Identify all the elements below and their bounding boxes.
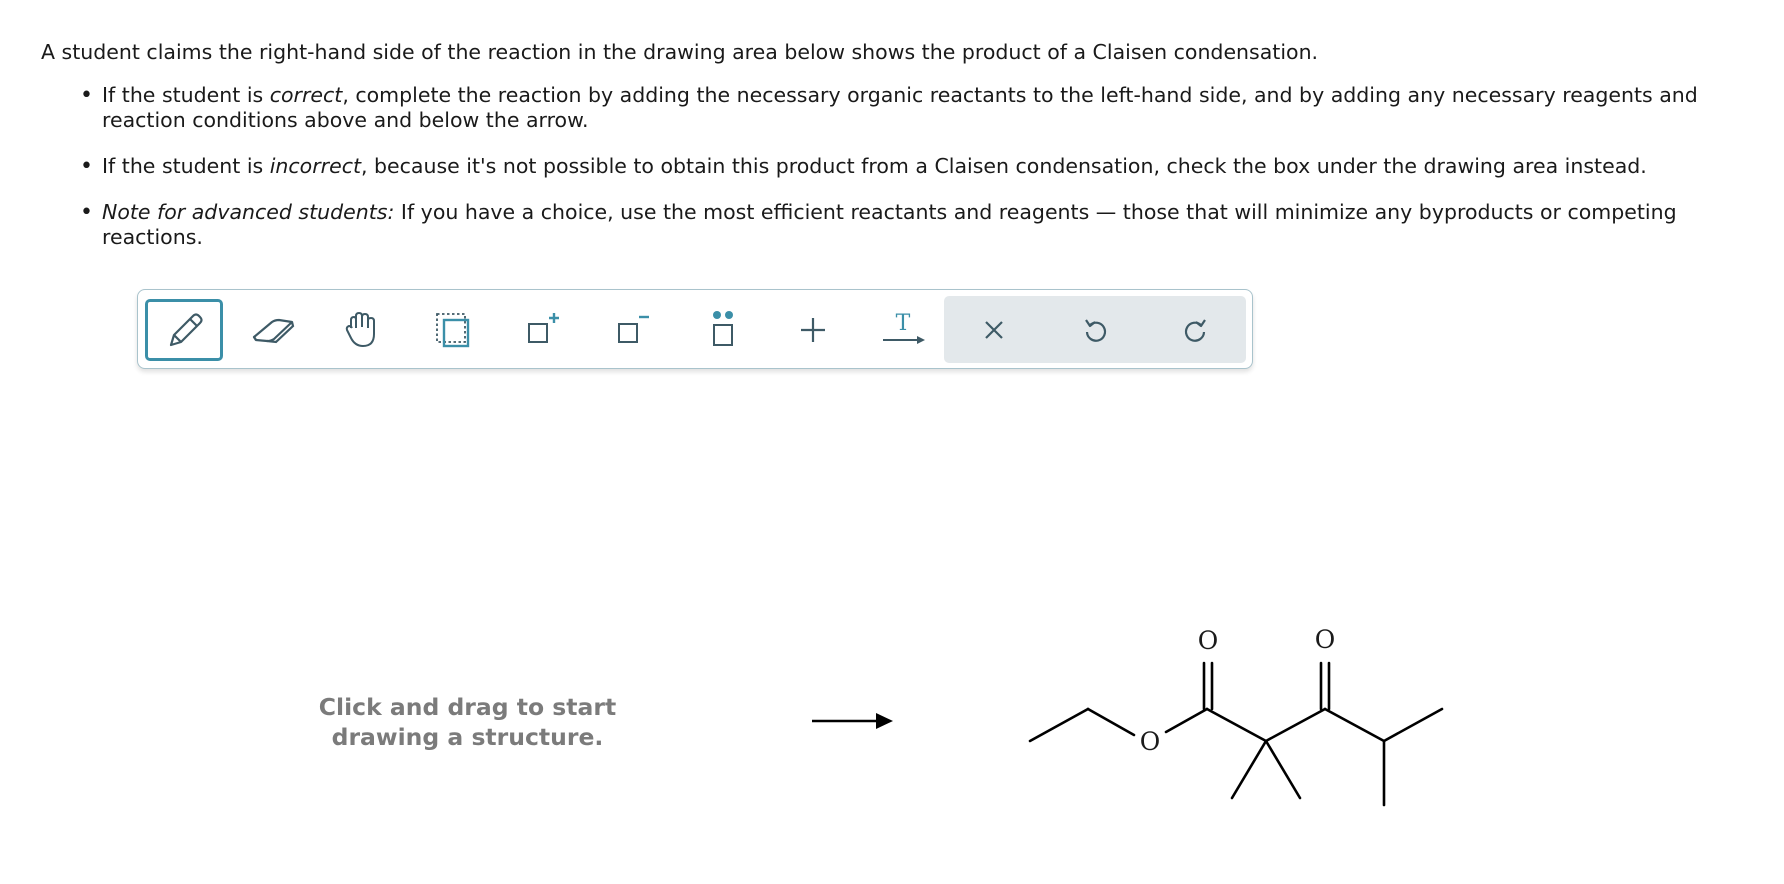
instruction-list xyxy=(41,83,1761,250)
arrow-text-tool[interactable] xyxy=(864,299,942,361)
ester-oxygen-label: O xyxy=(1139,727,1161,756)
pencil-icon xyxy=(161,307,207,353)
bullet-correct-pre: If the student is xyxy=(102,83,270,107)
redo-button[interactable] xyxy=(1151,301,1241,358)
eraser-icon xyxy=(248,310,298,350)
select-tool[interactable] xyxy=(414,299,492,361)
toolbar-actions xyxy=(944,296,1246,363)
lone-pair-tool[interactable] xyxy=(684,299,762,361)
bullet-correct-emphasis: correct xyxy=(269,83,343,107)
instructions xyxy=(41,40,1761,271)
close-icon xyxy=(981,317,1007,343)
bullet-correct-post: , complete the reaction by adding the necessary organic reactants to the left-hand side, and by adding any necessary reagents and reaction conditions above and below the arrow. xyxy=(102,83,1698,132)
lone-pair-icon xyxy=(703,308,743,352)
clear-button[interactable] xyxy=(949,301,1039,358)
bullet-incorrect-emphasis: incorrect xyxy=(269,154,361,178)
product-structure[interactable] xyxy=(1020,615,1460,815)
add-reactant-tool[interactable] xyxy=(774,299,852,361)
plus-icon xyxy=(795,312,831,348)
arrow-text-label: T xyxy=(895,311,911,336)
charge-plus-icon xyxy=(523,310,563,350)
bullet-incorrect xyxy=(102,154,1761,179)
arrow-text-icon xyxy=(879,308,927,352)
undo-button[interactable] xyxy=(1050,301,1140,358)
drawing-toolbar xyxy=(137,289,1253,369)
hand-tool[interactable] xyxy=(324,299,402,361)
bullet-incorrect-post: , because it's not possible to obtain this product from a Claisen condensation, check the box under the drawing area instead. xyxy=(361,154,1647,178)
undo-icon xyxy=(1081,316,1109,344)
drawing-area-placeholder[interactable]: Click and drag to start drawing a structure. xyxy=(318,693,617,751)
advanced-note-label: Note for advanced students: xyxy=(102,200,395,224)
charge-minus-icon xyxy=(613,310,653,350)
marquee-select-icon xyxy=(433,310,473,350)
reaction-arrow[interactable] xyxy=(810,708,894,734)
increase-charge-tool[interactable] xyxy=(504,299,582,361)
redo-icon xyxy=(1182,316,1210,344)
intro-text: A student claims the right-hand side of the reaction in the drawing area below shows the product of a Claisen condensation. xyxy=(41,40,1319,64)
eraser-tool[interactable] xyxy=(234,299,312,361)
bullet-correct xyxy=(102,83,1761,133)
carbonyl-oxygen-2-label: O xyxy=(1314,625,1336,654)
pencil-tool[interactable] xyxy=(145,299,223,361)
bullet-incorrect-pre: If the student is xyxy=(102,154,270,178)
advanced-note-text: If you have a choice, use the most efficient reactants and reagents — those that will minimize any byproducts or competing reactions. xyxy=(102,200,1677,249)
carbonyl-oxygen-1-label: O xyxy=(1197,626,1219,655)
hand-icon xyxy=(343,308,383,352)
decrease-charge-tool[interactable] xyxy=(594,299,672,361)
bullet-advanced-note xyxy=(102,200,1761,250)
